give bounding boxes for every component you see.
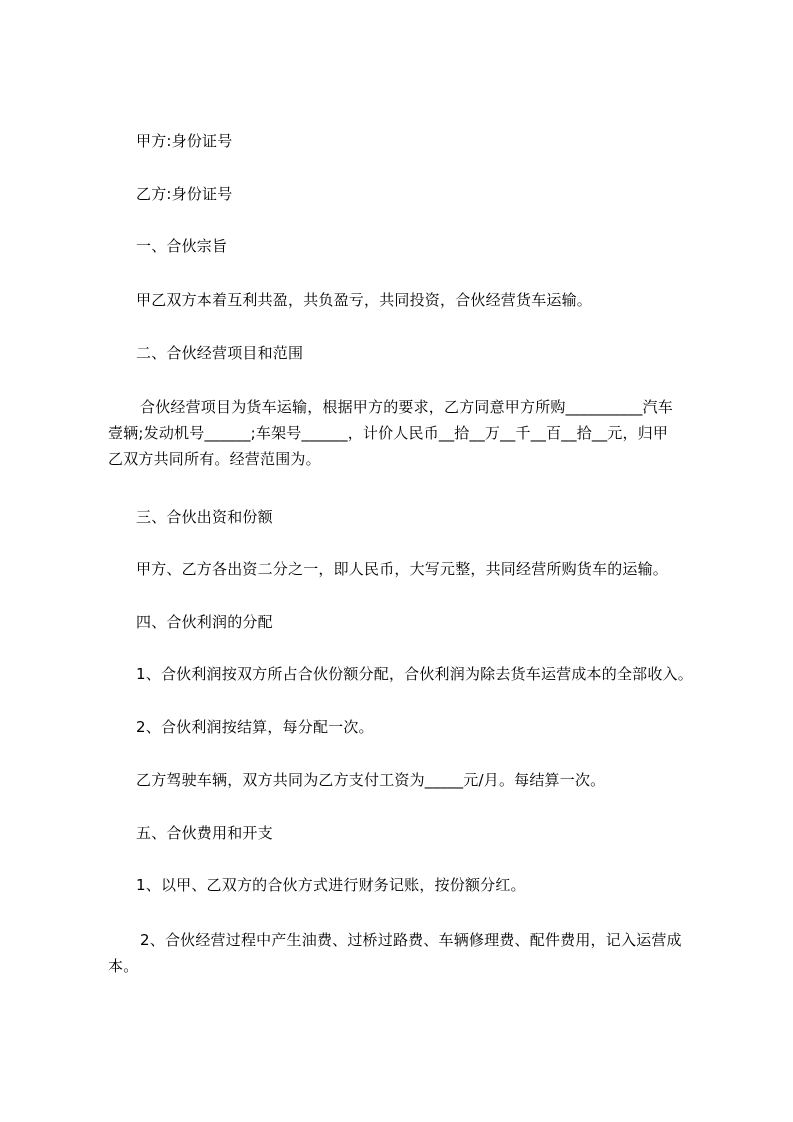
section-2-body xyxy=(108,394,718,472)
section-2-body-line-1: 合伙经营项目为货车运输，根据甲方的要求，乙方同意甲方所购__________汽车 xyxy=(140,398,674,416)
section-1-body: 甲乙双方本着互利共盈，共负盈亏，共同投资，合伙经营货车运输。 xyxy=(136,291,593,309)
section-3-heading: 三、合伙出资和份额 xyxy=(136,508,273,526)
party-a-line: 甲方:身份证号 xyxy=(136,132,233,150)
section-2-body-line-2: 壹辆;发动机号______;车架号______，计价人民币__拾__万__千__百__拾__元，归甲 xyxy=(108,424,669,442)
section-5-heading: 五、合伙费用和开支 xyxy=(136,824,273,842)
section-2-body-line-3: 乙双方共同所有。经营范围为。 xyxy=(108,450,321,468)
section-5-item-2 xyxy=(108,927,718,979)
section-5-item-2-line-1: 2、合伙经营过程中产生油费、过桥过路费、车辆修理费、配件费用，记入运营成 xyxy=(140,931,682,949)
section-5-item-2-line-2: 本。 xyxy=(108,957,139,975)
section-4-heading: 四、合伙利润的分配 xyxy=(136,613,273,631)
section-4-item-2: 2、合伙利润按结算，每分配一次。 xyxy=(136,718,374,736)
section-3-body: 甲方、乙方各出资二分之一，即人民币，大写元整，共同经营所购货车的运输。 xyxy=(136,560,669,578)
section-1-heading: 一、合伙宗旨 xyxy=(136,237,228,255)
section-2-heading: 二、合伙经营项目和范围 xyxy=(136,344,304,362)
section-5-item-1: 1、以甲、乙双方的合伙方式进行财务记账，按份额分红。 xyxy=(136,876,526,894)
party-b-line: 乙方:身份证号 xyxy=(136,185,233,203)
section-4-item-1: 1、合伙利润按双方所占合伙份额分配，合伙利润为除去货车运营成本的全部收入。 xyxy=(136,665,693,683)
section-4-wage: 乙方驾驶车辆，双方共同为乙方支付工资为_____元/月。每结算一次。 xyxy=(136,771,606,789)
